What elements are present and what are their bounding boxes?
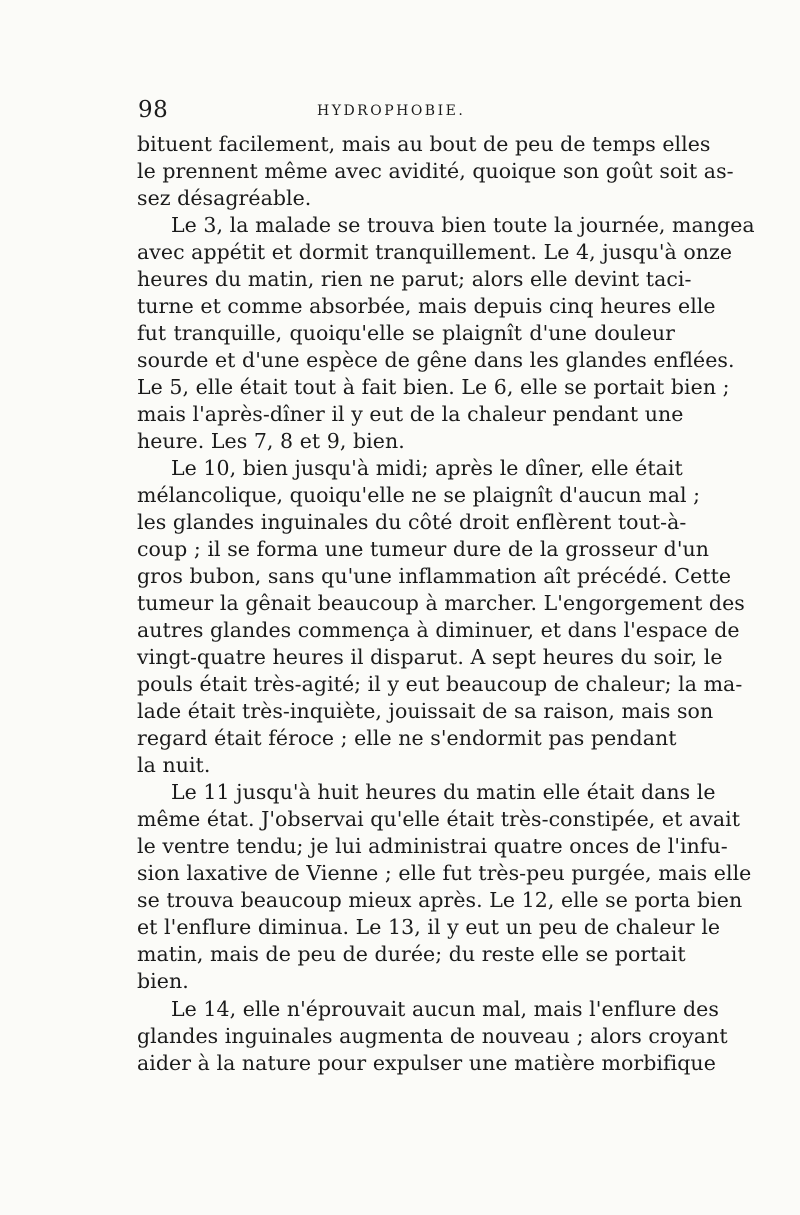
text-line: heure. Les 7, 8 et 9, bien.	[137, 429, 405, 454]
text-line: le prennent même avec avidité, quoique son goût soit as-	[137, 159, 734, 184]
text-line: Le 3, la malade se trouva bien toute la journée, mangea	[171, 213, 755, 238]
text-line: turne et comme absorbée, mais depuis cinq heures elle	[137, 294, 716, 319]
text-line: les glandes inguinales du côté droit enflèrent tout-à-	[137, 510, 687, 535]
page-number: 98	[138, 97, 169, 123]
text-line: gros bubon, sans qu'une inflammation aît précédé. Cette	[137, 564, 732, 589]
text-line: avec appétit et dormit tranquillement. Le 4, jusqu'à onze	[137, 240, 733, 265]
text-line: sion laxative de Vienne ; elle fut très-peu purgée, mais elle	[137, 861, 752, 886]
text-line: se trouva beaucoup mieux après. Le 12, elle se porta bien	[137, 888, 743, 913]
text-line: Le 14, elle n'éprouvait aucun mal, mais l'enflure des	[171, 996, 719, 1021]
text-line: bien.	[137, 969, 189, 994]
text-line: lade était très-inquiète, jouissait de sa raison, mais son	[137, 699, 714, 724]
text-line: pouls était très-agité; il y eut beaucoup de chaleur; la ma-	[137, 672, 743, 697]
text-line: glandes inguinales augmenta de nouveau ; alors croyant	[137, 1023, 728, 1048]
text-line: le ventre tendu; je lui administrai quatre onces de l'infu-	[137, 834, 728, 859]
body-text	[137, 131, 755, 1077]
text-line: fut tranquille, quoiqu'elle se plaignît d'une douleur	[137, 321, 675, 346]
text-line: même état. J'observai qu'elle était très-constipée, et avait	[137, 807, 741, 832]
text-line: matin, mais de peu de durée; du reste elle se portait	[137, 942, 686, 967]
text-line: la nuit.	[137, 753, 211, 778]
text-line: Le 5, elle était tout à fait bien. Le 6, elle se portait bien ;	[137, 375, 730, 400]
text-line: Le 11 jusqu'à huit heures du matin elle était dans le	[171, 780, 716, 805]
text-line: autres glandes commença à diminuer, et dans l'espace de	[137, 618, 740, 643]
text-line: mais l'après-dîner il y eut de la chaleur pendant une	[137, 402, 684, 427]
text-line: regard était féroce ; elle ne s'endormit pas pendant	[137, 726, 677, 751]
text-line: bituent facilement, mais au bout de peu de temps elles	[137, 132, 711, 156]
running-title: HYDROPHOBIE.	[317, 103, 466, 119]
text-line: sourde et d'une espèce de gêne dans les glandes enflées.	[137, 348, 735, 373]
text-line: sez désagréable.	[137, 186, 312, 211]
text-line: heures du matin, rien ne parut; alors elle devint taci-	[137, 267, 692, 292]
text-line: mélancolique, quoiqu'elle ne se plaignît d'aucun mal ;	[137, 483, 701, 508]
text-line: tumeur la gênait beaucoup à marcher. L'engorgement des	[137, 591, 745, 616]
running-head	[138, 96, 678, 124]
text-line: et l'enflure diminua. Le 13, il y eut un peu de chaleur le	[137, 915, 721, 940]
text-line: coup ; il se forma une tumeur dure de la grosseur d'un	[137, 537, 710, 562]
text-line: vingt-quatre heures il disparut. A sept heures du soir, le	[137, 645, 723, 670]
text-line: aider à la nature pour expulser une matière morbifique	[137, 1050, 716, 1075]
text-line: Le 10, bien jusqu'à midi; après le dîner, elle était	[171, 456, 683, 481]
